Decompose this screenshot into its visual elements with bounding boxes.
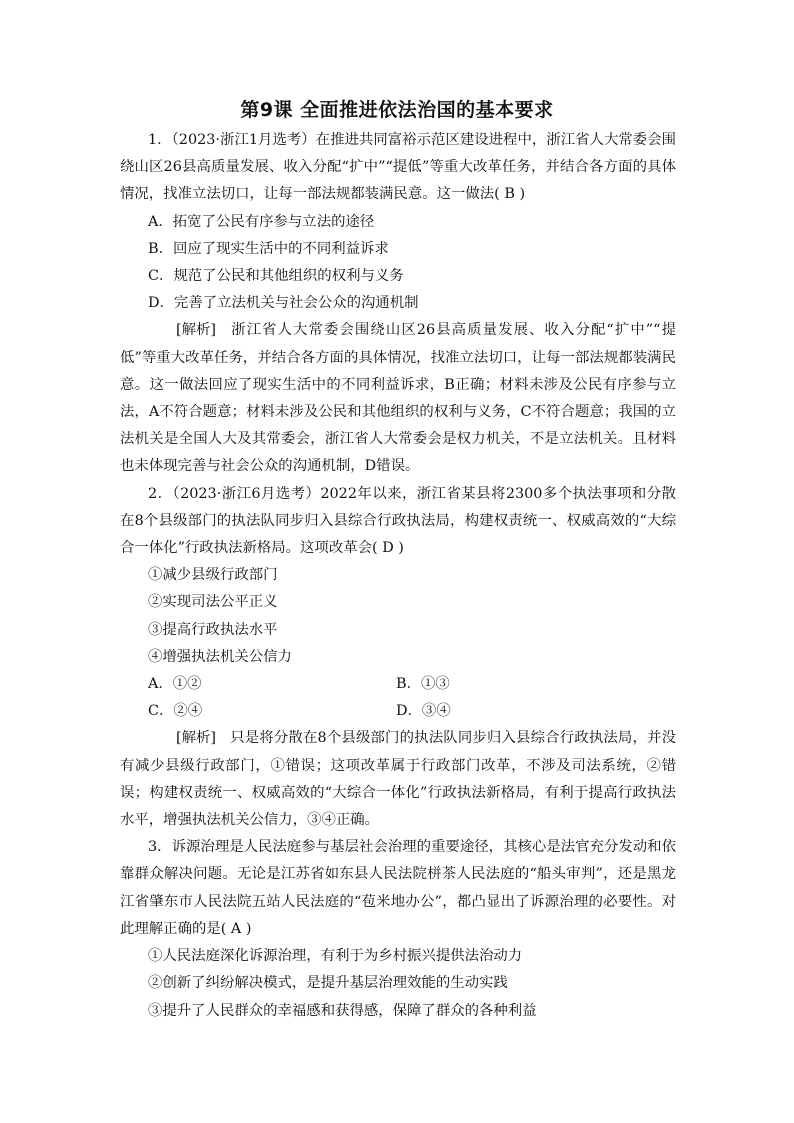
question-1-option-c: C．规范了公民和其他组织的权利与义务 — [148, 268, 404, 285]
document-body — [120, 127, 676, 1025]
question-2-option-a: A．①② — [148, 676, 202, 693]
analysis-text: 浙江省人大常委会围绕山区26县高质量发展、收入分配“扩中”“提低”等重大改革任务，并结合各方面的具体情况，找准立法切口，让每一部法规都装满民意。这一做法回应了现实生活中的不同利益诉求，B正确；材料未涉及公民有序参与立法，A不符合题意；材料未涉及公民和其他组织的权利与义务，C不符合题意；我国的立法机关是全国人大及其常委会，浙江省人大常委会是权力机关，不是立法机关。且材料也未体现完善与社会公众的沟通机制，D错误。 — [120, 322, 676, 475]
question-1-option-d: D．完善了立法机关与社会公众的沟通机制 — [148, 295, 419, 312]
question-2-options-row-1 — [120, 671, 676, 698]
question-2-stem: 2．（2023·浙江6月选考）2022年以来，浙江省某县将2300多个执法事项和分散在8个县级部门的执法队同步归入县综合行政执法局，构建权责统一、权威高效的“大综合一体化”行政执法新格局。这项改革会( D ) — [120, 485, 676, 557]
question-2-option-c: C．②④ — [148, 703, 203, 720]
question-2-options-row-2 — [120, 698, 676, 725]
question-1-analysis — [120, 317, 676, 480]
question-2-item-2: ②实现司法公平正义 — [148, 594, 278, 611]
question-1-option-b: B．回应了现实生活中的不同利益诉求 — [148, 240, 389, 257]
page-title: 第9课 全面推进依法治国的基本要求 — [240, 99, 554, 121]
analysis-label: [解析] — [176, 730, 217, 747]
analysis-label: [解析] — [176, 322, 217, 339]
question-2-item-1: ①减少县级行政部门 — [148, 567, 278, 584]
question-1-option-a: A．拓宽了公民有序参与立法的途径 — [148, 213, 375, 230]
question-3-item-2: ②创新了纠纷解决模式，是提升基层治理效能的生动实践 — [148, 975, 508, 992]
question-2-option-d: D．③④ — [396, 703, 451, 720]
question-3-stem: 3．诉源治理是人民法庭参与基层社会治理的重要途径，其核心是法官充分发动和依靠群众解决问题。无论是江苏省如东县人民法院栟茶人民法庭的“船头审判”，还是黑龙江省肇东市人民法院五站人民法庭的“苞米地办公”，都凸显出了诉源治理的必要性。对此理解正确的是( A ) — [120, 839, 676, 937]
question-1-stem: 1．（2023·浙江1月选考）在推进共同富裕示范区建设进程中，浙江省人大常委会围绕山区26县高质量发展、收入分配“扩中”“提低”等重大改革任务，并结合各方面的具体情况，找准立法切口，让每一部法规都装满民意。这一做法( B ) — [120, 132, 676, 203]
analysis-text: 只是将分散在8个县级部门的执法队同步归入县综合行政执法局，并没有减少县级行政部门，①错误；这项改革属于行政部门改革，不涉及司法系统，②错误；构建权责统一、权威高效的“大综合一体化”行政执法新格局，有利于提高行政执法水平，增强执法机关公信力，③④正确。 — [120, 730, 676, 829]
question-2-item-4: ④增强执法机关公信力 — [148, 648, 292, 665]
question-2-option-b: B．①③ — [396, 676, 450, 693]
question-2-analysis — [120, 725, 676, 834]
question-2-item-3: ③提高行政执法水平 — [148, 621, 278, 638]
question-3-item-1: ①人民法庭深化诉源治理，有利于为乡村振兴提供法治动力 — [148, 948, 523, 965]
question-3-item-3: ③提升了人民群众的幸福感和获得感，保障了群众的各种利益 — [148, 1002, 537, 1019]
